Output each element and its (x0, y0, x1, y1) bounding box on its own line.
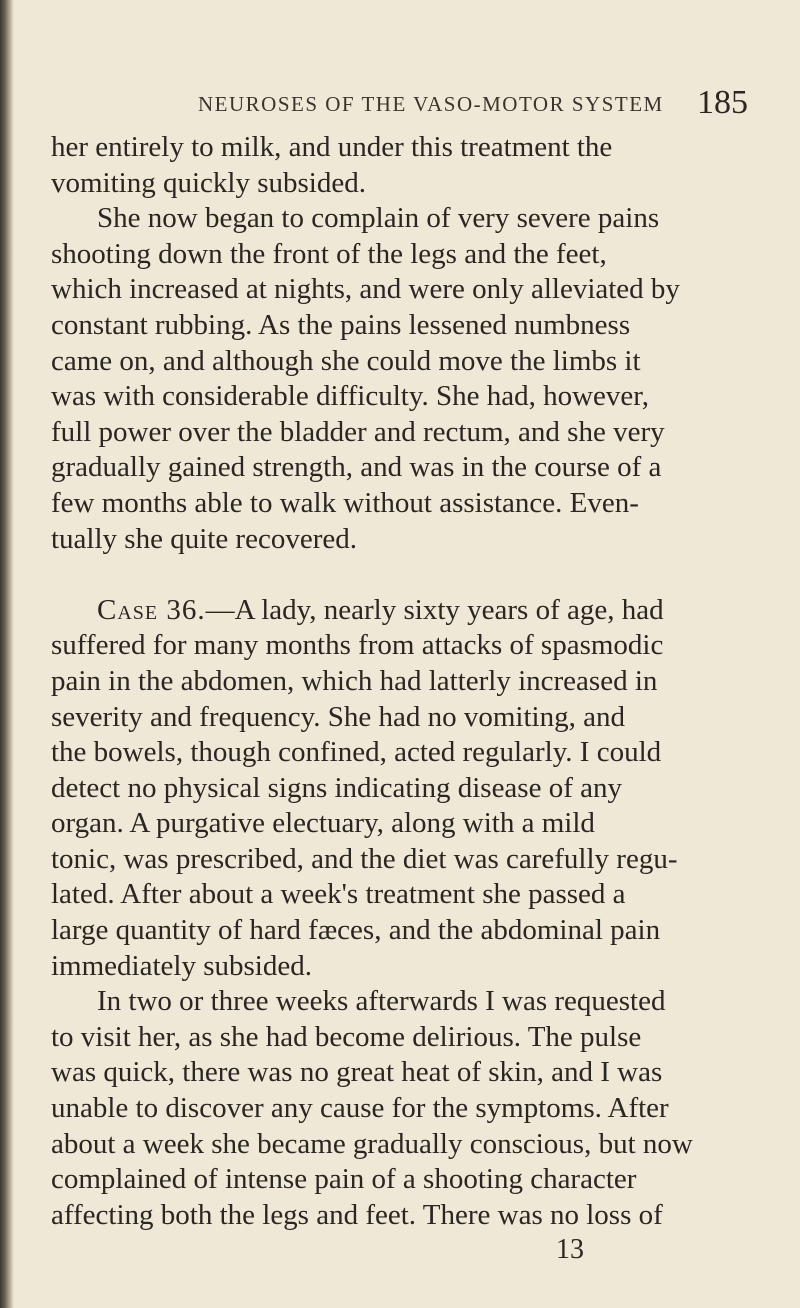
text-line: few months able to walk without assistance. Even- (51, 486, 639, 519)
text-line: shooting down the front of the legs and the feet, (51, 237, 607, 270)
text-line: immediately subsided. (51, 949, 312, 982)
text-line: full power over the bladder and rectum, and she very (51, 415, 665, 448)
text-line: organ. A purgative electuary, along with a mild (51, 807, 595, 840)
case-heading-line (51, 593, 751, 629)
text-line: complained of intense pain of a shooting character (51, 1163, 637, 1196)
text-line: severity and frequency. She had no vomiting, and (51, 700, 625, 733)
case-label: Case 36. (97, 593, 206, 626)
binding-edge (0, 0, 14, 1308)
text-line: was with considerable difficulty. She had, however, (51, 380, 650, 413)
text-line: which increased at nights, and were only alleviated by (51, 273, 680, 306)
text-line: her entirely to milk, and under this treatment the (51, 131, 613, 163)
text-line: —A lady, nearly sixty years of age, had (205, 593, 664, 626)
text-line: tonic, was prescribed, and the diet was carefully regu- (51, 842, 678, 875)
text-line: to visit her, as she had become delirious. The pulse (51, 1020, 642, 1053)
paragraph-gap (51, 557, 751, 593)
text-line: the bowels, though confined, acted regularly. I could (51, 736, 662, 769)
text-line: large quantity of hard fæces, and the abdominal pain (51, 914, 661, 947)
text-line: detect no physical signs indicating disease of any (51, 771, 622, 804)
text-line: In two or three weeks afterwards I was requested (97, 985, 666, 1018)
text-line: about a week she became gradually conscious, but now (51, 1127, 693, 1160)
running-head (198, 84, 748, 128)
page-number: 185 (697, 84, 748, 121)
text-line: gradually gained strength, and was in the course of a (51, 451, 662, 484)
text-line: tually she quite recovered. (51, 522, 357, 555)
text-line: affecting both the legs and feet. There was no loss of (51, 1198, 663, 1231)
text-line: constant rubbing. As the pains lessened numbness (51, 308, 631, 341)
text-line: She now began to complain of very severe pains (97, 202, 660, 235)
text-line: pain in the abdomen, which had latterly increased in (51, 664, 658, 697)
body-text (51, 130, 751, 1233)
text-line: was quick, there was no great heat of skin, and I was (51, 1056, 663, 1089)
text-line: unable to discover any cause for the symptoms. After (51, 1092, 669, 1125)
text-line: came on, and although she could move the limbs it (51, 344, 641, 377)
text-line: lated. After about a week's treatment she passed a (51, 878, 626, 911)
text-line: suffered for many months from attacks of spasmodic (51, 629, 664, 662)
signature-mark: 13 (556, 1234, 584, 1265)
running-title: NEUROSES OF THE VASO-MOTOR SYSTEM (198, 92, 664, 116)
text-line: vomiting quickly subsided. (51, 166, 366, 199)
